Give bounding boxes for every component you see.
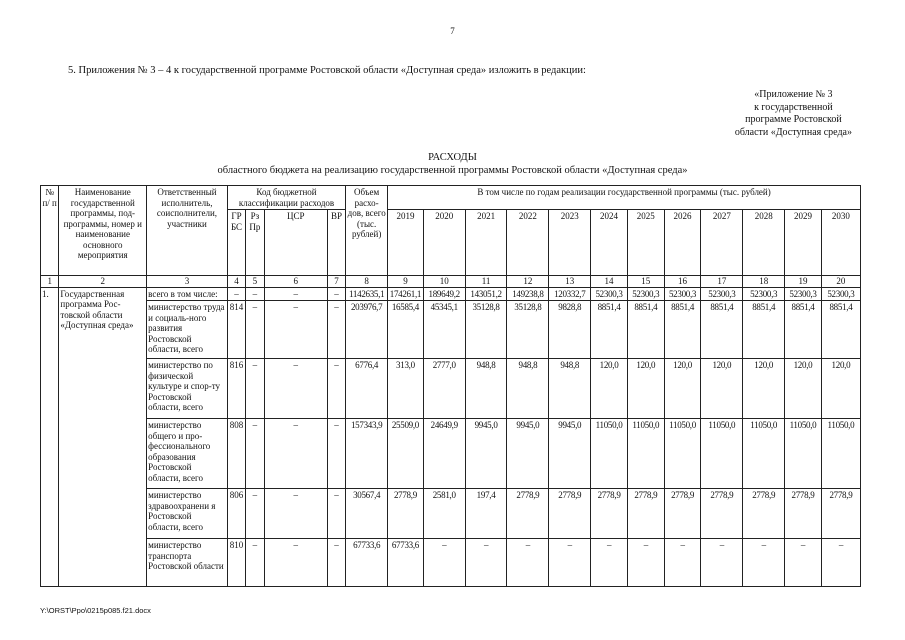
year-value-cell: 120,0 <box>591 359 628 419</box>
table-row <box>41 539 861 587</box>
column-index: 2 <box>59 276 147 288</box>
rzpr-cell: – <box>246 287 264 301</box>
rzpr-cell: – <box>246 539 264 587</box>
year-value-cell: – <box>785 539 822 587</box>
column-index: 9 <box>388 276 424 288</box>
header-year: 2029 <box>785 210 822 276</box>
year-value-cell: 2581,0 <box>423 489 465 539</box>
year-value-cell: 8851,4 <box>591 301 628 359</box>
header-year: 2024 <box>591 210 628 276</box>
year-value-cell: 8851,4 <box>821 301 860 359</box>
year-value-cell: 948,8 <box>549 359 591 419</box>
column-index: 5 <box>246 276 264 288</box>
rzpr-cell: – <box>246 489 264 539</box>
column-index: 8 <box>346 276 388 288</box>
year-value-cell: 8851,4 <box>664 301 701 359</box>
vr-cell: – <box>327 539 345 587</box>
header-grbs: ГР БС <box>227 210 245 276</box>
header-year: 2020 <box>423 210 465 276</box>
header-executor: Ответственный исполнитель, соисполнители, участники <box>147 186 228 276</box>
year-value-cell: 11050,0 <box>591 419 628 489</box>
header-csr: ЦСР <box>264 210 327 276</box>
header-name: Наименование государственной программы, под-программы, номер и наименование основного мероприятия <box>59 186 147 276</box>
grbs-cell: 810 <box>227 539 245 587</box>
header-code-group: Код бюджетной классификации расходов <box>227 186 345 210</box>
vr-cell: – <box>327 359 345 419</box>
year-value-cell: 948,8 <box>507 359 549 419</box>
year-value-cell: 11050,0 <box>701 419 743 489</box>
year-value-cell: 9945,0 <box>465 419 507 489</box>
column-index: 11 <box>465 276 507 288</box>
header-year: 2027 <box>701 210 743 276</box>
table-row <box>41 419 861 489</box>
year-value-cell: 35128,8 <box>507 301 549 359</box>
year-value-cell: 11050,0 <box>664 419 701 489</box>
year-value-cell: 52300,3 <box>664 287 701 301</box>
appendix-line: «Приложение № 3 <box>754 89 833 100</box>
year-value-cell: 52300,3 <box>591 287 628 301</box>
year-value-cell: 8851,4 <box>701 301 743 359</box>
header-years-group: В том числе по годам реализации государственной программы (тыс. рублей) <box>388 186 861 210</box>
csr-cell: – <box>264 489 327 539</box>
year-value-cell: – <box>465 539 507 587</box>
year-value-cell: 2778,9 <box>507 489 549 539</box>
program-name: Государственная программа Рос-товской области «Доступная среда» <box>59 287 147 587</box>
year-value-cell: 67733,6 <box>388 539 424 587</box>
document-title <box>0 151 905 177</box>
year-value-cell: 2778,9 <box>549 489 591 539</box>
year-value-cell: 120332,7 <box>549 287 591 301</box>
year-value-cell: 9945,0 <box>549 419 591 489</box>
appendix-heading <box>735 89 852 139</box>
year-value-cell: 52300,3 <box>627 287 664 301</box>
year-value-cell: 313,0 <box>388 359 424 419</box>
year-value-cell: 11050,0 <box>627 419 664 489</box>
vr-cell: – <box>327 287 345 301</box>
column-index: 7 <box>327 276 345 288</box>
header-year: 2025 <box>627 210 664 276</box>
year-value-cell: – <box>664 539 701 587</box>
total-cell: 1142635,1 <box>346 287 388 301</box>
table-row <box>41 489 861 539</box>
header-num: № п/ п <box>41 186 59 276</box>
appendix-line: программе Ростовской <box>745 114 842 125</box>
year-value-cell: – <box>507 539 549 587</box>
total-cell: 6776,4 <box>346 359 388 419</box>
header-year: 2028 <box>743 210 785 276</box>
year-value-cell: 143051,2 <box>465 287 507 301</box>
column-index: 6 <box>264 276 327 288</box>
column-index: 16 <box>664 276 701 288</box>
year-value-cell: 120,0 <box>821 359 860 419</box>
table-body <box>41 287 861 587</box>
year-value-cell: 120,0 <box>785 359 822 419</box>
header-year: 2030 <box>821 210 860 276</box>
grbs-cell: 814 <box>227 301 245 359</box>
grbs-cell: 816 <box>227 359 245 419</box>
year-value-cell: 8851,4 <box>743 301 785 359</box>
csr-cell: – <box>264 539 327 587</box>
column-index: 15 <box>627 276 664 288</box>
table-row <box>41 287 861 301</box>
column-index: 4 <box>227 276 245 288</box>
year-value-cell: 120,0 <box>627 359 664 419</box>
year-value-cell: 11050,0 <box>743 419 785 489</box>
executor-cell: министерство транспорта Ростовской области <box>147 539 228 587</box>
executor-cell: министерство по физической культуре и спор-ту Ростовской области, всего <box>147 359 228 419</box>
year-value-cell: 52300,3 <box>701 287 743 301</box>
year-value-cell: – <box>743 539 785 587</box>
table-row <box>41 359 861 419</box>
column-index: 19 <box>785 276 822 288</box>
rzpr-cell: – <box>246 301 264 359</box>
total-cell: 203976,7 <box>346 301 388 359</box>
executor-cell: министерство труда и социаль-ного развития Ростовской области, всего <box>147 301 228 359</box>
expenses-table <box>40 185 861 587</box>
file-path-footer: Y:\ORST\Ppo\0215p085.f21.docx <box>40 606 151 615</box>
rzpr-cell: – <box>246 419 264 489</box>
year-value-cell: 35128,8 <box>465 301 507 359</box>
header-year: 2021 <box>465 210 507 276</box>
column-index: 18 <box>743 276 785 288</box>
header-row <box>41 186 861 210</box>
year-value-cell: 197,4 <box>465 489 507 539</box>
column-index: 13 <box>549 276 591 288</box>
year-value-cell: – <box>591 539 628 587</box>
year-value-cell: 2778,9 <box>743 489 785 539</box>
column-index: 17 <box>701 276 743 288</box>
csr-cell: – <box>264 301 327 359</box>
year-value-cell: 9828,8 <box>549 301 591 359</box>
year-value-cell: – <box>423 539 465 587</box>
column-index: 10 <box>423 276 465 288</box>
executor-cell: министерство общего и про-фессионального образования Ростовской области, всего <box>147 419 228 489</box>
year-value-cell: – <box>627 539 664 587</box>
appendix-line: к государственной <box>754 101 833 113</box>
year-value-cell: 25509,0 <box>388 419 424 489</box>
csr-cell: – <box>264 287 327 301</box>
year-value-cell: 189649,2 <box>423 287 465 301</box>
year-value-cell: 11050,0 <box>821 419 860 489</box>
year-value-cell: 45345,1 <box>423 301 465 359</box>
year-value-cell: 16585,4 <box>388 301 424 359</box>
appendix-line: области «Доступная среда» <box>734 126 852 138</box>
year-value-cell: 149238,8 <box>507 287 549 301</box>
year-value-cell: 2778,9 <box>821 489 860 539</box>
year-value-cell: 9945,0 <box>507 419 549 489</box>
total-cell: 157343,9 <box>346 419 388 489</box>
column-index: 20 <box>821 276 860 288</box>
executor-cell: всего в том числе: <box>147 287 228 301</box>
header-year: 2022 <box>507 210 549 276</box>
total-cell: 67733,6 <box>346 539 388 587</box>
grbs-cell: 806 <box>227 489 245 539</box>
subtitle: областного бюджета на реализацию государственной программы Ростовской области «Доступная среда» <box>217 165 688 176</box>
year-value-cell: 174261,1 <box>388 287 424 301</box>
header-vr: ВР <box>327 210 345 276</box>
year-value-cell: 52300,3 <box>785 287 822 301</box>
year-value-cell: 2778,9 <box>785 489 822 539</box>
year-value-cell: 52300,3 <box>743 287 785 301</box>
total-cell: 30567,4 <box>346 489 388 539</box>
csr-cell: – <box>264 419 327 489</box>
year-value-cell: 2778,9 <box>701 489 743 539</box>
title: РАСХОДЫ <box>428 152 477 163</box>
year-value-cell: – <box>821 539 860 587</box>
year-value-cell: 120,0 <box>743 359 785 419</box>
year-value-cell: 2778,9 <box>388 489 424 539</box>
year-value-cell: 2778,9 <box>627 489 664 539</box>
header-year: 2019 <box>388 210 424 276</box>
vr-cell: – <box>327 489 345 539</box>
grbs-cell: 808 <box>227 419 245 489</box>
column-index: 1 <box>41 276 59 288</box>
column-index: 12 <box>507 276 549 288</box>
year-value-cell: 8851,4 <box>627 301 664 359</box>
vr-cell: – <box>327 419 345 489</box>
year-value-cell: 120,0 <box>701 359 743 419</box>
header-rzpr: Рз Пр <box>246 210 264 276</box>
year-value-cell: 120,0 <box>664 359 701 419</box>
column-index: 14 <box>591 276 628 288</box>
executor-cell: министерство здравоохранени я Ростовской области, всего <box>147 489 228 539</box>
rzpr-cell: – <box>246 359 264 419</box>
column-index: 3 <box>147 276 228 288</box>
program-num: 1. <box>41 287 59 587</box>
table-row <box>41 301 861 359</box>
year-value-cell: – <box>701 539 743 587</box>
header-total: Объем расхо-дов, всего (тыс. рублей) <box>346 186 388 276</box>
header-year: 2026 <box>664 210 701 276</box>
year-value-cell: 11050,0 <box>785 419 822 489</box>
intro-paragraph: 5. Приложения № 3 – 4 к государственной программе Ростовской области «Доступная среда» изложить в редакции: <box>68 65 586 76</box>
year-value-cell: 52300,3 <box>821 287 860 301</box>
year-value-cell: 2778,9 <box>591 489 628 539</box>
page-number: 7 <box>450 26 455 36</box>
year-value-cell: 24649,9 <box>423 419 465 489</box>
year-value-cell: 2778,9 <box>664 489 701 539</box>
year-value-cell: 2777,0 <box>423 359 465 419</box>
year-value-cell: 948,8 <box>465 359 507 419</box>
vr-cell: – <box>327 301 345 359</box>
header-year: 2023 <box>549 210 591 276</box>
column-index-row <box>41 276 861 288</box>
grbs-cell: – <box>227 287 245 301</box>
csr-cell: – <box>264 359 327 419</box>
year-value-cell: – <box>549 539 591 587</box>
year-value-cell: 8851,4 <box>785 301 822 359</box>
